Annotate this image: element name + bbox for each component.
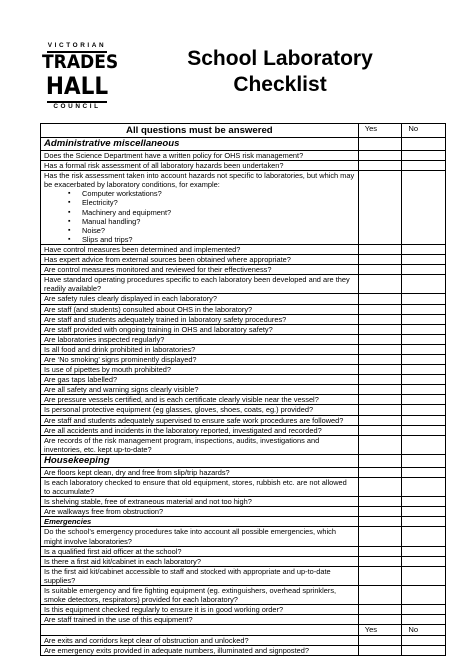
table-row [41,467,446,477]
section-row [41,454,446,467]
yes-cell[interactable] [358,454,402,467]
yes-cell[interactable] [358,138,402,151]
question-text: Is suitable emergency and fire fighting equipment (eg. extinguishers, overhead sprinklers, smoke detectors, respirators) provided for each laboratory? [41,586,359,605]
question-text: Are control measures monitored and reviewed for their effectiveness? [41,265,359,275]
no-cell[interactable] [402,546,446,556]
question-text: Is a qualified first aid officer at the school? [41,546,359,556]
victorian-trades-hall-council-logo [42,42,119,114]
no-cell[interactable] [402,171,446,245]
question-text: Are staff provided with ongoing training in OHS and laboratory safety? [41,324,359,334]
table-row [41,586,446,605]
question-text: Has a formal risk assessment of all laboratory hazards been undertaken? [41,161,359,171]
table-row [41,546,446,556]
question-text: Do the school’s emergency procedures take into account all possible emergencies, which might involve laboratories? [41,527,359,546]
yes-cell[interactable] [358,415,402,425]
logo-top-text: VICTORIAN [47,42,107,49]
table-row [41,244,446,254]
question-text: Are staff (and students) consulted about OHS in the laboratory? [41,304,359,314]
table-row [41,497,446,507]
no-cell[interactable] [402,138,446,151]
table-row [41,354,446,364]
table-row [41,645,446,655]
section-heading-housekeeping: Housekeeping [41,454,359,467]
table-row [41,334,446,344]
no-cell[interactable] [402,294,446,304]
question-text-with-list [41,171,359,245]
yes-cell[interactable] [358,566,402,585]
yes-cell[interactable] [358,478,402,497]
question-text: Have control measures been determined and implemented? [41,244,359,254]
question-text: Are laboratories inspected regularly? [41,334,359,344]
table-row [41,314,446,324]
repeat-header-blank [41,625,359,635]
section-row [41,517,446,527]
hazard-list [44,189,355,244]
yes-cell[interactable] [358,344,402,354]
yes-cell[interactable] [358,605,402,615]
no-cell[interactable] [402,365,446,375]
yes-cell[interactable] [358,265,402,275]
question-text: Are staff and students adequately trained in laboratory safety procedures? [41,314,359,324]
no-cell[interactable] [402,615,446,625]
table-row [41,605,446,615]
page-title [160,46,400,98]
no-cell[interactable] [402,497,446,507]
header-no: No [402,124,446,138]
list-item: ▪ Machinery and equipment? [82,208,355,217]
list-item: ▪ Electricity? [82,198,355,207]
no-cell[interactable] [402,354,446,364]
question-text: Are gas taps labelled? [41,375,359,385]
table-row [41,566,446,585]
table-row [41,161,446,171]
question-text: Are ‘No smoking’ signs prominently displayed? [41,354,359,364]
no-cell[interactable] [402,527,446,546]
yes-cell[interactable] [358,275,402,294]
yes-cell[interactable] [358,151,402,161]
question-text: Are emergency exits provided in adequate numbers, illuminated and signposted? [41,645,359,655]
table-row [41,255,446,265]
table-row [41,635,446,645]
no-cell[interactable] [402,344,446,354]
no-cell[interactable] [402,454,446,467]
no-cell[interactable] [402,586,446,605]
list-item: ▪ Manual handling? [82,217,355,226]
yes-cell[interactable] [358,586,402,605]
yes-cell[interactable] [358,334,402,344]
no-cell[interactable] [402,151,446,161]
question-text: Is shelving stable, free of extraneous material and not too high? [41,497,359,507]
table-row [41,385,446,395]
question-text: Are exits and corridors kept clear of obstruction and unlocked? [41,635,359,645]
table-row [41,405,446,415]
no-cell[interactable] [402,255,446,265]
yes-cell[interactable] [358,507,402,517]
no-cell[interactable] [402,566,446,585]
no-cell[interactable] [402,507,446,517]
repeat-header-row [41,625,446,635]
table-row [41,344,446,354]
yes-cell[interactable] [358,527,402,546]
table-row [41,365,446,375]
logo-line-hall: HALL [45,72,109,100]
logo-bottom-text: COUNCIL [53,103,101,110]
yes-cell[interactable] [358,375,402,385]
question-text: Is there a first aid kit/cabinet in each laboratory? [41,556,359,566]
question-text: Is the first aid kit/cabinet accessible to staff and stocked with appropriate and up-to-date supplies? [41,566,359,585]
question-text: Is this equipment checked regularly to ensure it is in good working order? [41,605,359,615]
no-cell[interactable] [402,275,446,294]
table-row [41,527,446,546]
question-text: Are pressure vessels certified, and is each certificate clearly visible near the vessel? [41,395,359,405]
yes-cell[interactable] [358,385,402,395]
no-cell[interactable] [402,314,446,324]
yes-cell[interactable] [358,171,402,245]
list-item: ▪ Computer workstations? [82,189,355,198]
no-cell[interactable] [402,645,446,655]
yes-cell[interactable] [358,546,402,556]
yes-cell[interactable] [358,425,402,435]
table-row [41,275,446,294]
no-cell[interactable] [402,478,446,497]
question-text: Are all safety and warning signs clearly visible? [41,385,359,395]
question-text: Have standard operating procedures specific to each laboratory been developed and are they readily available? [41,275,359,294]
title-line-1: School Laboratory [187,47,373,70]
subsection-heading-emergencies: Emergencies [41,517,359,527]
no-cell[interactable] [402,265,446,275]
no-cell[interactable] [402,334,446,344]
table-row [41,375,446,385]
question-text: Are records of the risk management program, inspections, audits, investigations and inventories, etc. kept up-to-date? [41,435,359,454]
no-cell[interactable] [402,556,446,566]
no-cell[interactable] [402,435,446,454]
no-cell[interactable] [402,405,446,415]
question-text: Are safety rules clearly displayed in each laboratory? [41,294,359,304]
question-text: Is all food and drink prohibited in laboratories? [41,344,359,354]
yes-cell[interactable] [358,556,402,566]
yes-cell[interactable] [358,497,402,507]
table-row [41,615,446,625]
yes-cell[interactable] [358,395,402,405]
no-cell[interactable] [402,425,446,435]
yes-cell[interactable] [358,304,402,314]
table-row [41,556,446,566]
table-header-row [41,124,446,138]
table-row [41,324,446,334]
yes-cell[interactable] [358,635,402,645]
no-cell[interactable] [402,324,446,334]
yes-cell[interactable] [358,314,402,324]
yes-cell[interactable] [358,435,402,454]
question-text: Are floors kept clean, dry and free from slip/trip hazards? [41,467,359,477]
title-line-2: Checklist [233,73,327,96]
question-text: Is use of pipettes by mouth prohibited? [41,365,359,375]
header-yes: Yes [358,124,402,138]
yes-cell[interactable] [358,294,402,304]
checklist-table [40,123,446,656]
question-text: Is each laboratory checked to ensure that old equipment, stores, rubbish etc. are not allowed to accumulate? [41,478,359,497]
table-row [41,395,446,405]
header-question: All questions must be answered [41,124,359,138]
yes-cell[interactable] [358,354,402,364]
table-row [41,507,446,517]
table-row [41,435,446,454]
yes-cell[interactable] [358,324,402,334]
yes-cell[interactable] [358,615,402,625]
question-text: Are staff trained in the use of this equipment? [41,615,359,625]
section-row [41,138,446,151]
yes-cell[interactable] [358,161,402,171]
table-row [41,415,446,425]
table-row [41,425,446,435]
no-cell[interactable] [402,244,446,254]
no-cell[interactable] [402,304,446,314]
no-cell[interactable] [402,395,446,405]
yes-cell[interactable] [358,255,402,265]
question-text: Does the Science Department have a written policy for OHS risk management? [41,151,359,161]
list-item: ▪ Noise? [82,226,355,235]
logo-line-trades: TRADES [42,51,119,73]
yes-cell[interactable] [358,405,402,415]
yes-cell[interactable] [358,244,402,254]
yes-cell[interactable] [358,365,402,375]
no-cell[interactable] [402,605,446,615]
table-row [41,151,446,161]
yes-cell[interactable] [358,645,402,655]
no-cell[interactable] [402,635,446,645]
question-text: Are staff and students adequately supervised to ensure safe work procedures are followed? [41,415,359,425]
question-text: Has expert advice from external sources been obtained where appropriate? [41,255,359,265]
no-cell[interactable] [402,385,446,395]
section-heading-administrative: Administrative miscellaneous [41,138,359,151]
no-cell[interactable] [402,415,446,425]
repeat-header-yes: Yes [358,625,402,635]
no-cell[interactable] [402,517,446,527]
question-text: Are all accidents and incidents in the laboratory reported, investigated and recorded? [41,425,359,435]
no-cell[interactable] [402,375,446,385]
table-row [41,294,446,304]
question-text: Has the risk assessment taken into account hazards not specific to laboratories, but which may be exacerbated by laboratory conditions, for example: [44,171,355,190]
yes-cell[interactable] [358,467,402,477]
question-text: Are walkways free from obstruction? [41,507,359,517]
table-row [41,478,446,497]
no-cell[interactable] [402,467,446,477]
table-row [41,265,446,275]
list-item: ▪ Slips and trips? [82,235,355,244]
repeat-header-no: No [402,625,446,635]
table-row [41,304,446,314]
question-text: Is personal protective equipment (eg glasses, gloves, shoes, coats, eg.) provided? [41,405,359,415]
no-cell[interactable] [402,161,446,171]
table-row [41,171,446,245]
yes-cell[interactable] [358,517,402,527]
